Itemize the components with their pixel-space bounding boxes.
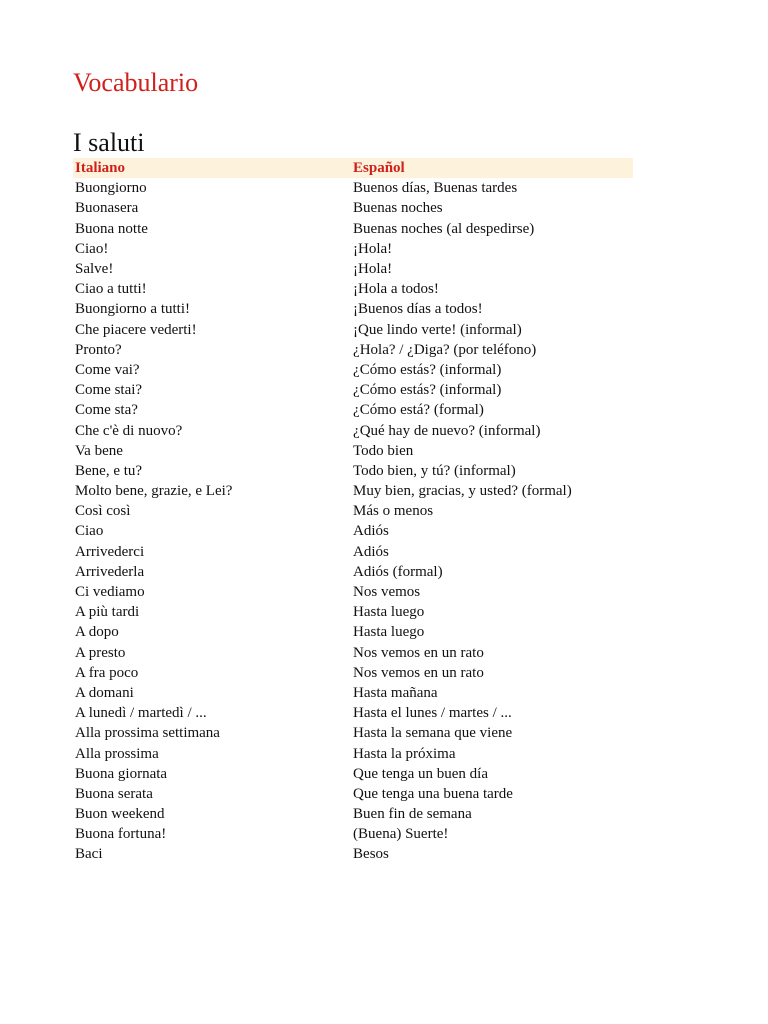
cell-spanish: (Buena) Suerte! [353, 826, 449, 843]
table-row [73, 622, 633, 642]
cell-spanish: Que tenga una buena tarde [353, 785, 513, 802]
cell-spanish: Buenas noches [353, 200, 443, 217]
table-row [73, 259, 633, 279]
table-row [73, 198, 633, 218]
cell-spanish: Adiós [353, 543, 389, 560]
table-header [73, 158, 633, 178]
table-row [73, 481, 633, 501]
table-row [73, 723, 633, 743]
cell-italian: Buongiorno a tutti! [75, 301, 190, 318]
cell-italian: A fra poco [75, 664, 139, 681]
cell-spanish: ¿Cómo estás? (informal) [353, 382, 502, 399]
document-page [73, 66, 633, 865]
table-row [73, 299, 633, 319]
cell-italian: Molto bene, grazie, e Lei? [75, 483, 233, 500]
cell-spanish: Adiós (formal) [353, 563, 443, 580]
cell-italian: Buongiorno [75, 180, 147, 197]
cell-spanish: ¿Cómo estás? (informal) [353, 361, 502, 378]
table-row [73, 501, 633, 521]
cell-italian: A domani [75, 684, 134, 701]
cell-spanish: Hasta la próxima [353, 745, 456, 762]
table-row [73, 643, 633, 663]
cell-italian: A dopo [75, 624, 119, 641]
cell-italian: Alla prossima settimana [75, 725, 220, 742]
table-row [73, 703, 633, 723]
cell-spanish: ¡Que lindo verte! (informal) [353, 321, 522, 338]
cell-spanish: Más o menos [353, 503, 434, 520]
cell-spanish: ¡Hola! [353, 240, 393, 257]
table-row [73, 521, 633, 541]
cell-italian: Che c'è di nuovo? [75, 422, 183, 439]
cell-italian: Baci [75, 846, 103, 863]
cell-italian: Buona giornata [75, 765, 168, 782]
cell-italian: Buona notte [75, 220, 148, 237]
table-row [73, 178, 633, 198]
table-row [73, 804, 633, 824]
cell-spanish: Nos vemos en un rato [353, 664, 484, 681]
table-row [73, 420, 633, 440]
cell-italian: Come vai? [75, 361, 140, 378]
table-row [73, 360, 633, 380]
cell-spanish: ¡Buenos días a todos! [353, 301, 483, 318]
table-row [73, 824, 633, 844]
table-row [73, 380, 633, 400]
cell-italian: Buon weekend [75, 806, 165, 823]
cell-spanish: Buenas noches (al despedirse) [353, 220, 535, 237]
cell-spanish: Nos vemos [353, 584, 421, 601]
table-row [73, 683, 633, 703]
section-title: I saluti [73, 128, 145, 157]
cell-spanish: Buenos días, Buenas tardes [353, 180, 518, 197]
table-row [73, 320, 633, 340]
cell-spanish: ¿Hola? / ¿Diga? (por teléfono) [353, 341, 537, 358]
table-header-row [73, 158, 633, 178]
table-row [73, 340, 633, 360]
table-row [73, 743, 633, 763]
table-row [73, 764, 633, 784]
cell-spanish: Hasta luego [353, 624, 425, 641]
cell-italian: Buonasera [75, 200, 139, 217]
column-header-italian: Italiano [75, 160, 126, 177]
cell-spanish: Muy bien, gracias, y usted? (formal) [353, 483, 572, 500]
cell-italian: Arrivederci [75, 543, 145, 560]
cell-italian: Buona serata [75, 785, 153, 802]
table-row [73, 542, 633, 562]
cell-spanish: Hasta el lunes / martes / ... [353, 705, 512, 722]
cell-italian: Come sta? [75, 402, 138, 419]
cell-italian: A più tardi [75, 604, 140, 621]
cell-italian: Buona fortuna! [75, 826, 167, 843]
cell-spanish: Buen fin de semana [353, 806, 472, 823]
cell-italian: Come stai? [75, 382, 143, 399]
table-row [73, 219, 633, 239]
cell-spanish: ¿Cómo está? (formal) [353, 402, 484, 419]
cell-spanish: Nos vemos en un rato [353, 644, 484, 661]
cell-italian: Va bene [75, 442, 123, 459]
table-row [73, 663, 633, 683]
cell-italian: Alla prossima [75, 745, 159, 762]
cell-spanish: Hasta la semana que viene [353, 725, 513, 742]
table-row [73, 582, 633, 602]
table-row [73, 784, 633, 804]
table-row [73, 279, 633, 299]
cell-italian: Salve! [75, 261, 114, 278]
cell-italian: Arrivederla [75, 563, 145, 580]
table-row [73, 239, 633, 259]
table-row [73, 844, 633, 864]
cell-spanish: Besos [353, 846, 389, 863]
cell-spanish: Todo bien, y tú? (informal) [353, 462, 516, 479]
cell-italian: Ciao a tutti! [75, 281, 147, 298]
table-row [73, 562, 633, 582]
cell-italian: Che piacere vederti! [75, 321, 197, 338]
cell-italian: Bene, e tu? [75, 462, 143, 479]
column-header-spanish: Español [353, 160, 405, 177]
cell-italian: Pronto? [75, 341, 122, 358]
cell-spanish: ¡Hola a todos! [353, 281, 439, 298]
vocabulary-table [73, 158, 633, 865]
cell-italian: Ci vediamo [75, 584, 145, 601]
document-title: Vocabulario [73, 68, 199, 97]
table-row [73, 461, 633, 481]
cell-spanish: Hasta mañana [353, 684, 438, 701]
cell-italian: Ciao [75, 523, 104, 540]
cell-spanish: Que tenga un buen día [353, 765, 488, 782]
cell-italian: Ciao! [75, 240, 109, 257]
cell-italian: A lunedì / martedì / ... [75, 705, 207, 722]
cell-italian: A presto [75, 644, 126, 661]
cell-spanish: ¡Hola! [353, 261, 393, 278]
table-row [73, 602, 633, 622]
table-row [73, 400, 633, 420]
cell-italian: Così così [75, 503, 131, 520]
cell-spanish: Adiós [353, 523, 389, 540]
table-body [73, 178, 633, 864]
cell-spanish: Todo bien [353, 442, 414, 459]
table-row [73, 441, 633, 461]
cell-spanish: Hasta luego [353, 604, 425, 621]
cell-spanish: ¿Qué hay de nuevo? (informal) [353, 422, 541, 439]
